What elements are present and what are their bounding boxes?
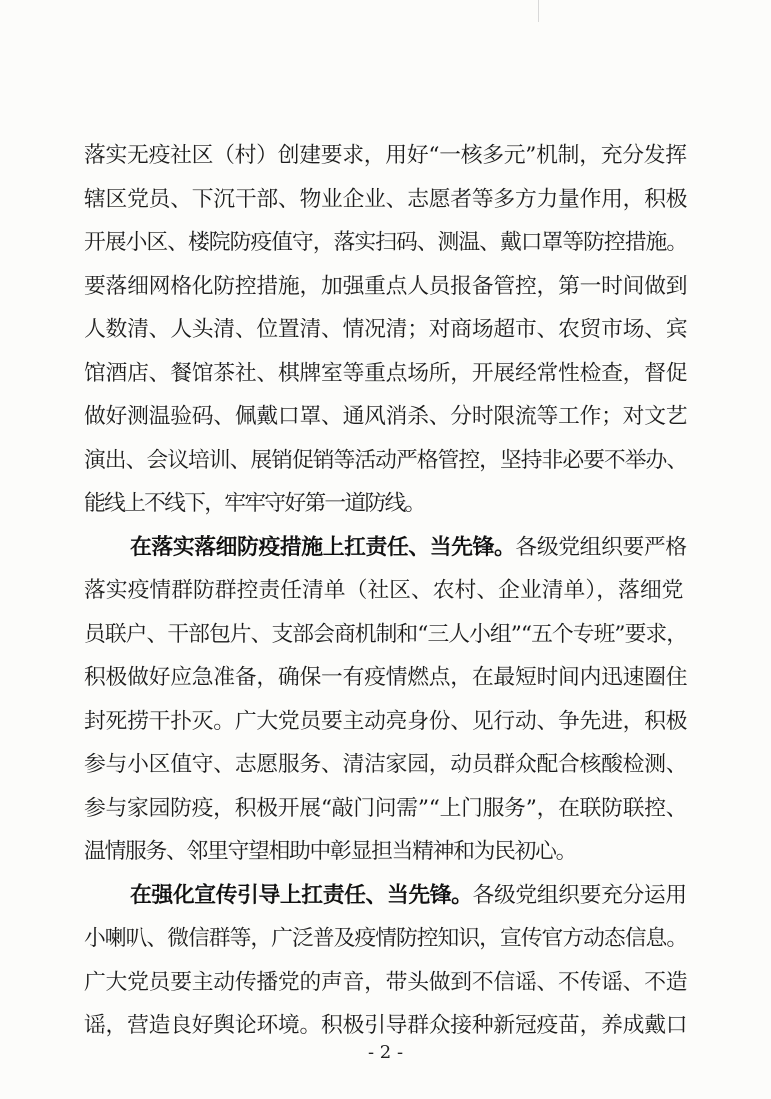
- line-10-text: 各级党组织要严格: [515, 535, 687, 560]
- text-line-2: [84, 184, 687, 216]
- line-11-text: 落实疫情群防群控责任清单（社区、农村、企业清单），落细党: [84, 578, 684, 603]
- text-line-12: [84, 619, 687, 651]
- text-line-15: [84, 749, 687, 781]
- page-number: - 2 -: [367, 1042, 404, 1063]
- text-line-13: [84, 662, 687, 694]
- text-line-21: [84, 1010, 687, 1042]
- text-line-4: [84, 271, 687, 303]
- text-line-18: [130, 880, 687, 912]
- line-3-text: 开展小区、楼院防疫值守，落实扫码、测温、戴口罩等防控措施。: [84, 230, 688, 255]
- line-2-text: 辖区党员、下沉干部、物业企业、志愿者等多方力量作用，积极: [84, 187, 688, 212]
- line-9-text: 能线上不线下，牢牢守好第一道防线。: [84, 491, 425, 516]
- line-21-text: 谣，营造良好舆论环境。积极引导群众接种新冠疫苗，养成戴口: [84, 1013, 688, 1038]
- text-line-10: [130, 532, 687, 564]
- line-19-text: 小喇叭、微信群等，广泛普及疫情防控知识，宣传官方动态信息。: [84, 926, 688, 951]
- scan-artifact-line: [538, 0, 539, 22]
- line-17-text: 温情服务、邻里守望相助中彰显担当精神和为民初心。: [84, 839, 577, 864]
- text-line-19: [84, 923, 687, 955]
- line-5-text: 人数清、人头清、位置清、情况清；对商场超市、农贸市场、宾: [84, 317, 688, 342]
- line-8-text: 演出、会议培训、展销促销等活动严格管控，坚持非必要不举办、: [84, 448, 688, 473]
- text-line-17: [84, 836, 576, 868]
- line-13-text: 积极做好应急准备，确保一有疫情燃点，在最短时间内迅速圈住: [84, 665, 688, 690]
- line-14-text: 封死捞干扑灭。广大党员要主动亮身份、见行动、争先进，积极: [84, 709, 688, 734]
- text-line-14: [84, 706, 687, 738]
- line-12-text: 员联户、干部包片、支部会商机制和“三人小组”“五个专班”要求，: [84, 622, 688, 647]
- line-18-text: 各级党组织要充分运用: [472, 883, 687, 908]
- line-16-text: 参与家园防疫，积极开展“敲门问需”“上门服务”，在联防联控、: [84, 796, 688, 821]
- text-line-7: [84, 401, 687, 433]
- text-line-1: [84, 140, 687, 172]
- section-heading-publicity-guidance: 在强化宣传引导上扛责任、当先锋。: [130, 883, 473, 908]
- line-1-text: 落实无疫社区（村）创建要求，用好“一核多元”机制，充分发挥: [84, 143, 687, 168]
- line-15-text: 参与小区值守、志愿服务、清洁家园，动员群众配合核酸检测、: [84, 752, 688, 777]
- line-6-text: 馆酒店、餐馆茶社、棋牌室等重点场所，开展经常性检查，督促: [84, 361, 688, 386]
- text-line-16: [84, 793, 687, 825]
- text-line-6: [84, 358, 687, 390]
- line-4-text: 要落细网格化防控措施，加强重点人员报备管控，第一时间做到: [84, 274, 688, 299]
- line-7-text: 做好测温验码、佩戴口罩、通风消杀、分时限流等工作；对文艺: [84, 404, 688, 429]
- line-20-text: 广大党员要主动传播党的声音，带头做到不信谣、不传谣、不造: [84, 970, 688, 995]
- text-line-20: [84, 967, 687, 999]
- text-line-3: [84, 227, 687, 259]
- section-heading-epidemic-measures: 在落实落细防疫措施上扛责任、当先锋。: [130, 535, 516, 560]
- text-line-5: [84, 314, 687, 346]
- text-line-8: [84, 445, 687, 477]
- text-line-9: [84, 488, 425, 520]
- text-line-11: [84, 575, 687, 607]
